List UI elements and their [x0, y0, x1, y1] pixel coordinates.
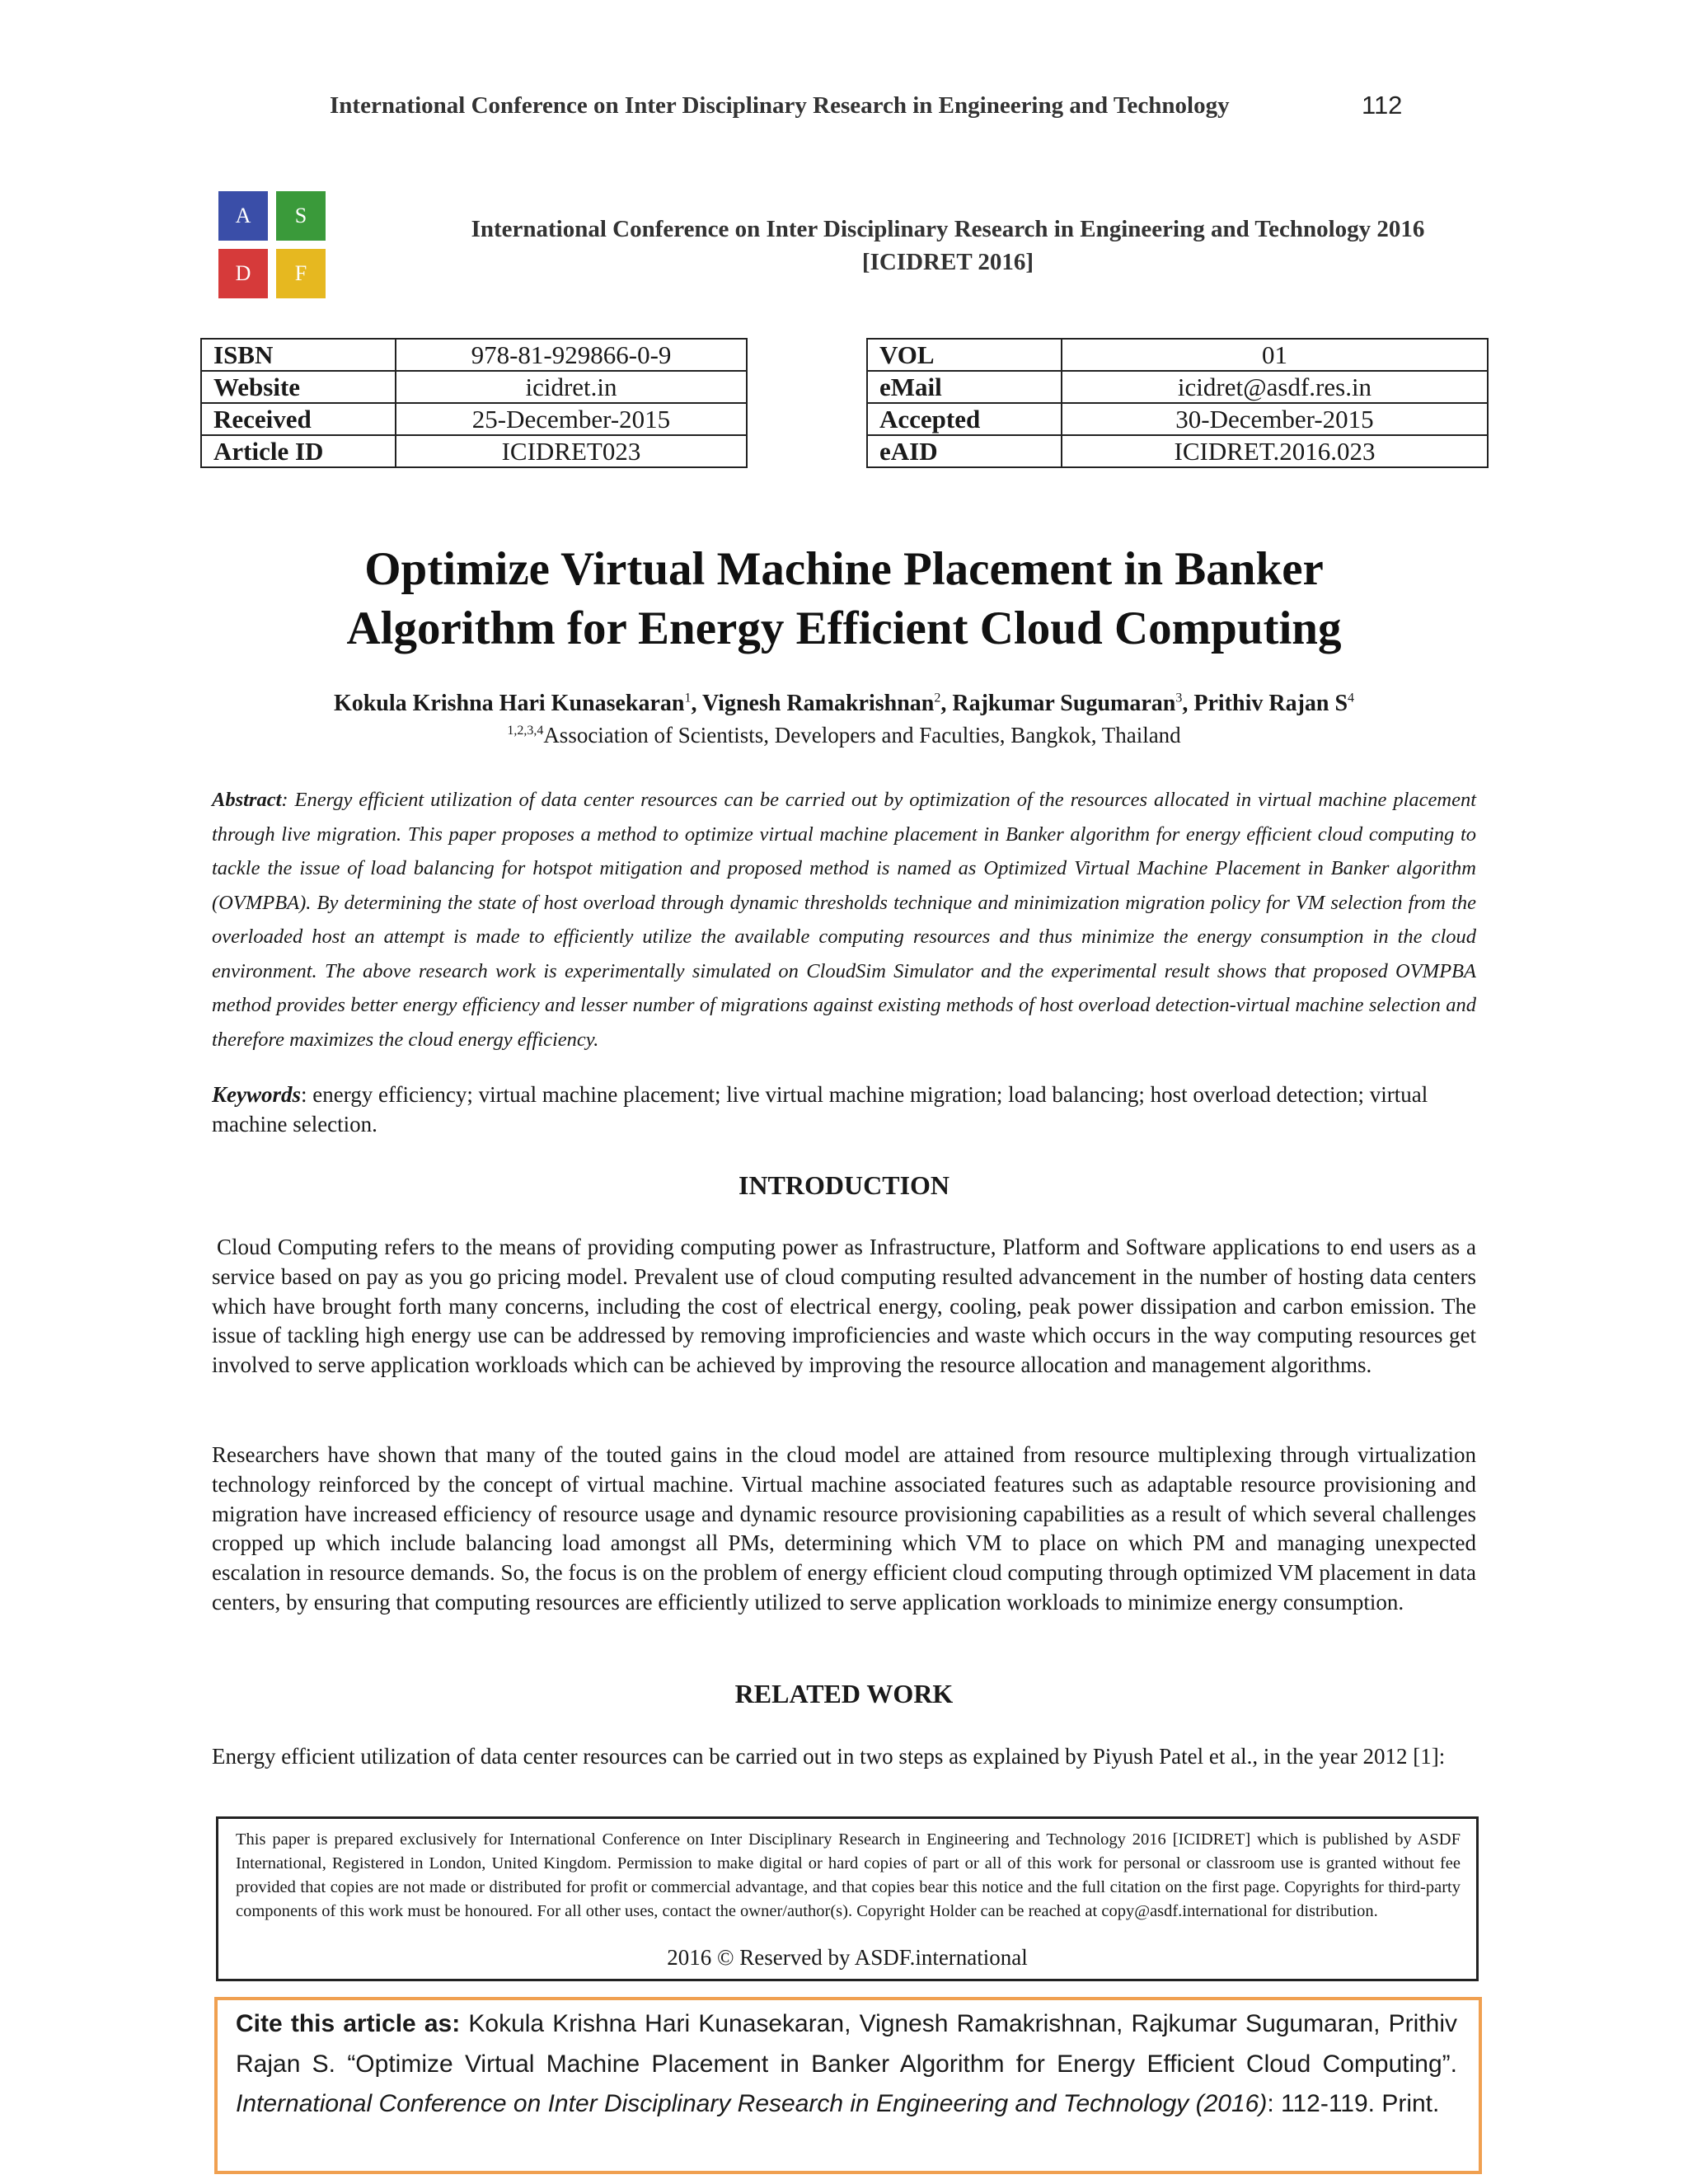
meta-row-received [201, 403, 747, 435]
meta-key: Article ID [201, 435, 396, 467]
author-name: Rajkumar Sugumaran [952, 691, 1176, 716]
keywords-text: : energy efficiency; virtual machine placement; live virtual machine migration; load balancing; host overload detection; virtual machine selection. [212, 1082, 1428, 1137]
meta-value: icidret@asdf.res.in [1062, 371, 1488, 403]
running-header: International Conference on Inter Disciplinary Research in Engineering and Technology [330, 92, 1230, 119]
meta-value: ICIDRET.2016.023 [1062, 435, 1488, 467]
meta-key: Accepted [867, 403, 1062, 435]
abstract-text: : Energy efficient utilization of data center resources can be carried out by optimization of the resources allocated in virtual machine placement through live migration. This paper proposes a method to optimize virtual machine placement in Banker algorithm for energy efficient cloud computing to tackle the issue of load balancing for hotspot mitigation and proposed method is named as Optimized Virtual Machine Placement in Banker algorithm (OVMPBA). By determining the state of host overload through dynamic thresholds technique and minimization migration policy for VM selection from the overloaded host an attempt is made to efficiently utilize the available computing resources and thus minimize the energy consumption in the cloud environment. The above research work is experimentally simulated on CloudSim Simulator and the experimental result shows that proposed OVMPBA method provides better energy efficiency and lesser number of migrations against existing methods of host overload detection-virtual machine selection and therefore maximizes the cloud energy efficiency. [212, 789, 1476, 1051]
introduction-paragraph-2: Researchers have shown that many of the touted gains in the cloud model are attained from resource multiplexing through virtualization technology reinforced by the concept of virtual machine. Virtual machine associated features such as adaptable resource provisioning and migration have increased efficiency of resource usage and dynamic resource provisioning capabilities as a result of which several challenges cropped up which include balancing load amongst all PMs, determining which VM to place on which PM and managing unexpected escalation in resource demands. So, the focus is on the problem of energy efficient cloud computing through optimized VM placement in data centers, by ensuring that computing resources are efficiently utilized to serve application workloads to minimize energy consumption. [212, 1442, 1476, 1615]
abstract-label: Abstract [212, 789, 282, 811]
meta-row-website [201, 371, 747, 403]
author-separator: , [940, 691, 953, 716]
paper-title-line2: Algorithm for Energy Efficient Cloud Computing [346, 602, 1342, 654]
author-name: Vignesh Ramakrishnan [702, 691, 935, 716]
section-heading-related-work: RELATED WORK [734, 1679, 954, 1708]
meta-row-article-id [201, 435, 747, 467]
meta-value: 25-December-2015 [396, 403, 747, 435]
logo-letter-d: D [218, 249, 268, 298]
author-affiliation-mark: 4 [1348, 691, 1355, 705]
introduction-paragraph-1: Cloud Computing refers to the means of providing computing power as Infrastructure, Platform and Software applications to end users as a service based on pay as you go pricing model. Prevalent use of cloud computing resulted advancement in the number of hosting data centers which have brought forth many concerns, including the cost of electrical energy, cooling, peak power dissipation and carbon emission. The issue of tackling high energy use can be addressed by removing improficiencies and waste which occurs in the way computing resources get involved to serve application workloads which can be achieved by improving the resource allocation and management algorithms. [212, 1235, 1476, 1378]
conference-title-line2: [ICIDRET 2016] [861, 249, 1034, 275]
copyright-notice: This paper is prepared exclusively for International Conference on Inter Disciplinary Research in Engineering and Technology 2016 [ICIDRET] which is published by ASDF International, Registered in London, United Kingdom. Permission to make digital or hard copies of part or all of this work for personal or classroom use is granted without fee provided that copies are not made or distributed for profit or commercial advantage, and that copies bear this notice and the full citation on the first page. Copyrights for third-party components of this work must be honoured. For all other uses, contact the owner/author(s). Copyright Holder can be reached at copy@asdf.international for distribution. [236, 1830, 1461, 1920]
citation-authors-title: Kokula Krishna Hari Kunasekaran, Vignesh Ramakrishnan, Rajkumar Sugumaran, Prithiv Rajan S. “Optimize Virtual Machine Placement in Banker Algorithm for Energy Efficient Cloud Computing”. [236, 2010, 1457, 2078]
page-number: 112 [1362, 91, 1403, 120]
meta-key: VOL [867, 339, 1062, 371]
author-name: Kokula Krishna Hari Kunasekaran [333, 691, 685, 716]
affiliation-text: Association of Scientists, Developers and Faculties, Bangkok, Thailand [543, 723, 1181, 748]
meta-row-accepted [867, 403, 1488, 435]
asdf-logo [218, 191, 330, 302]
meta-value: 01 [1062, 339, 1488, 371]
author-affiliation-mark: 3 [1175, 691, 1183, 705]
citation-text [236, 2004, 1457, 2125]
author-name: Prithiv Rajan S [1193, 691, 1348, 716]
author-affiliation-mark: 2 [934, 691, 941, 705]
keywords-label: Keywords [212, 1082, 301, 1107]
meta-row-email [867, 371, 1488, 403]
meta-row-vol [867, 339, 1488, 371]
logo-letter-f: F [276, 249, 326, 298]
meta-key: eMail [867, 371, 1062, 403]
author-separator: , [691, 691, 702, 716]
paper-title-line1: Optimize Virtual Machine Placement in Banker [364, 543, 1324, 595]
meta-value: icidret.in [396, 371, 747, 403]
metadata-table-right [866, 338, 1489, 468]
logo-letter-s: S [276, 191, 326, 241]
keywords [212, 1080, 1476, 1139]
abstract [212, 783, 1476, 1057]
meta-value: 30-December-2015 [1062, 403, 1488, 435]
affiliation [214, 723, 1474, 748]
logo-letter-a: A [218, 191, 268, 241]
paper-title [214, 540, 1474, 658]
citation-label: Cite this article as: [236, 2010, 461, 2037]
meta-key: ISBN [201, 339, 396, 371]
metadata-table-left [200, 338, 748, 468]
affiliation-marks: 1,2,3,4 [507, 724, 544, 738]
citation-venue: International Conference on Inter Disciplinary Research in Engineering and Technology (2016) [236, 2090, 1268, 2117]
conference-title [371, 213, 1525, 279]
citation-pages: : 112-119. Print. [1267, 2090, 1440, 2117]
section-heading-introduction: INTRODUCTION [738, 1170, 950, 1200]
meta-value: 978-81-929866-0-9 [396, 339, 747, 371]
meta-key: Received [201, 403, 396, 435]
related-work-paragraph-1: Energy efficient utilization of data center resources can be carried out in two steps as explained by Piyush Patel et al., in the year 2012 [1]: [212, 1744, 1446, 1769]
meta-value: ICIDRET023 [396, 435, 747, 467]
meta-key: eAID [867, 435, 1062, 467]
meta-row-isbn [201, 339, 747, 371]
conference-title-line1: International Conference on Inter Disciplinary Research in Engineering and Technology 2016 [471, 216, 1425, 242]
author-list [214, 691, 1474, 717]
meta-row-eaid [867, 435, 1488, 467]
copyright-line: 2016 © Reserved by ASDF.international [667, 1945, 1028, 1970]
meta-key: Website [201, 371, 396, 403]
author-separator: , [1182, 691, 1194, 716]
author-affiliation-mark: 1 [684, 691, 692, 705]
